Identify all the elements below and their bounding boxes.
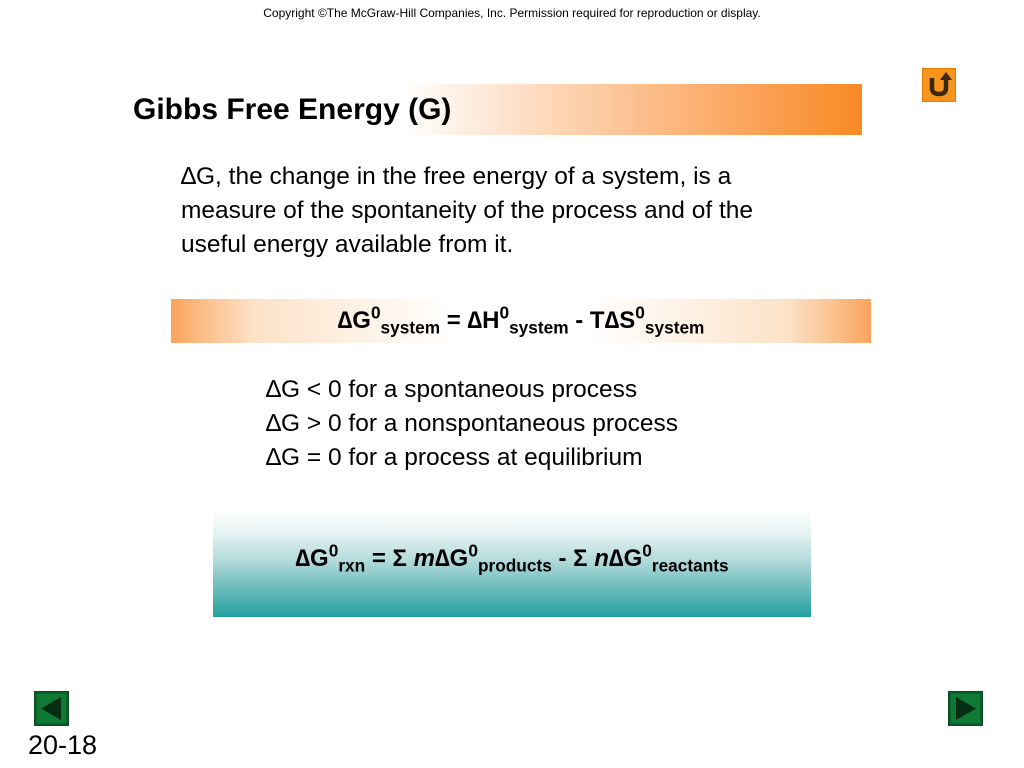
intro-paragraph bbox=[181, 160, 871, 262]
previous-arrow-icon bbox=[35, 692, 68, 725]
gibbs-system-equation: $\Delta G^0_{system} = \Delta H^0_{system} - T\Delta S^0_{system}$ bbox=[337, 302, 705, 338]
previous-slide-button[interactable] bbox=[34, 691, 69, 726]
slide-number: 20-18 bbox=[28, 730, 98, 760]
spontaneity-conditions bbox=[266, 373, 678, 475]
intro-line: ∆G, the change in the free energy of a system, is a bbox=[181, 163, 732, 190]
slide-title: Gibbs Free Energy (G) bbox=[133, 93, 452, 126]
condition-line: ∆G < 0 for a spontaneous process bbox=[266, 376, 638, 403]
intro-line: measure of the spontaneity of the process and of the bbox=[181, 197, 754, 224]
condition-line: ∆G = 0 for a process at equilibrium bbox=[266, 444, 643, 471]
next-slide-button[interactable] bbox=[948, 691, 983, 726]
condition-line: ∆G > 0 for a nonspontaneous process bbox=[266, 410, 679, 437]
copyright-notice: Copyright ©The McGraw-Hill Companies, Inc. Permission required for reproduction or display. bbox=[263, 6, 761, 20]
u-turn-return-icon bbox=[923, 69, 955, 101]
next-arrow-icon bbox=[949, 692, 982, 725]
intro-line: useful energy available from it. bbox=[181, 231, 514, 258]
return-button[interactable] bbox=[922, 68, 956, 102]
gibbs-reaction-equation: $\Delta G^0_{rxn} = \Sigma$ $m\Delta G^0_{products}$ - Σ $n\Delta G^0_{reactants}$ bbox=[295, 540, 729, 576]
